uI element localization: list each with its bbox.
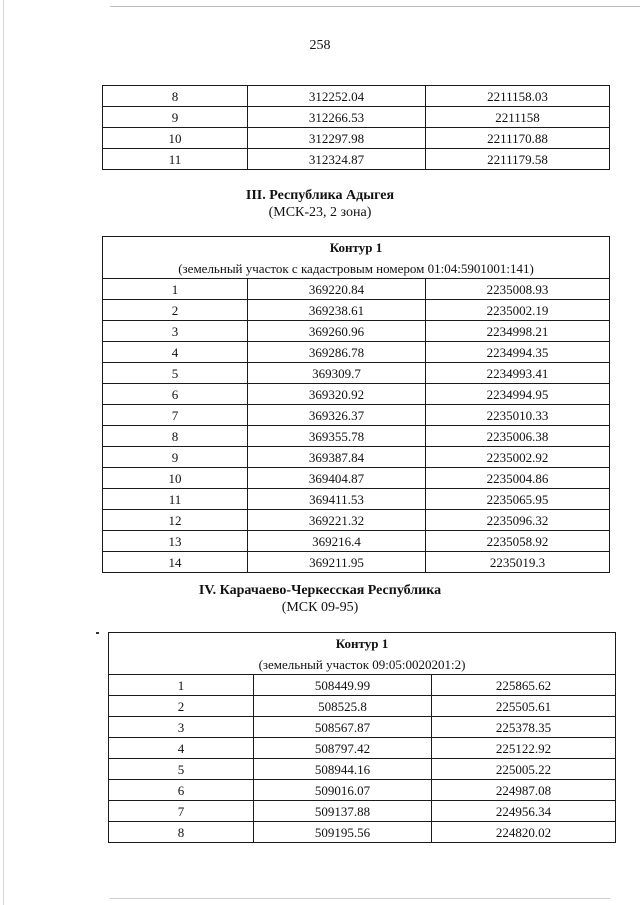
contour-subtitle-row — [103, 258, 610, 279]
point-number-cell: 3 — [109, 717, 254, 738]
table-row — [109, 717, 616, 738]
section-subtitle: (МСК-23, 2 зона) — [268, 205, 372, 220]
y-coordinate-cell: 2235058.92 — [426, 531, 610, 552]
table-row — [103, 363, 610, 384]
y-coordinate-cell: 225505.61 — [432, 696, 616, 717]
x-coordinate-cell: 369238.61 — [248, 300, 426, 321]
table-row — [103, 149, 610, 170]
table-row — [103, 300, 610, 321]
y-coordinate-cell: 2235004.86 — [426, 468, 610, 489]
table-row — [103, 342, 610, 363]
section-heading-adygea — [0, 188, 640, 221]
table-row — [109, 780, 616, 801]
x-coordinate-cell: 508567.87 — [254, 717, 432, 738]
table-row — [103, 426, 610, 447]
y-coordinate-cell: 2234994.35 — [426, 342, 610, 363]
x-coordinate-cell: 508525.8 — [254, 696, 432, 717]
point-number-cell: 9 — [103, 107, 248, 128]
y-coordinate-cell: 2211179.58 — [426, 149, 610, 170]
x-coordinate-cell: 369220.84 — [248, 279, 426, 300]
table-row — [103, 489, 610, 510]
scan-edge-top — [110, 6, 640, 7]
y-coordinate-cell: 224956.34 — [432, 801, 616, 822]
x-coordinate-cell: 509016.07 — [254, 780, 432, 801]
table-body — [103, 237, 610, 573]
x-coordinate-cell: 312266.53 — [248, 107, 426, 128]
contour-title-row — [109, 633, 616, 655]
x-coordinate-cell: 369404.87 — [248, 468, 426, 489]
x-coordinate-cell: 312297.98 — [248, 128, 426, 149]
point-number-cell: 5 — [103, 363, 248, 384]
y-coordinate-cell: 2211158 — [426, 107, 610, 128]
x-coordinate-cell: 509195.56 — [254, 822, 432, 843]
table-row — [103, 405, 610, 426]
contour-subtitle-row — [109, 654, 616, 675]
page-number: 258 — [309, 38, 331, 53]
x-coordinate-cell: 369387.84 — [248, 447, 426, 468]
scan-speck — [96, 632, 99, 634]
coordinates-table-karachay-cherkessia — [108, 632, 616, 843]
point-number-cell: 2 — [109, 696, 254, 717]
y-coordinate-cell: 2235065.95 — [426, 489, 610, 510]
y-coordinate-cell: 2234994.95 — [426, 384, 610, 405]
table-row — [103, 552, 610, 573]
y-coordinate-cell: 2211158.03 — [426, 86, 610, 107]
table-row — [103, 279, 610, 300]
point-number-cell: 12 — [103, 510, 248, 531]
table-body — [103, 86, 610, 170]
point-number-cell: 9 — [103, 447, 248, 468]
y-coordinate-cell: 2235008.93 — [426, 279, 610, 300]
table-row — [103, 86, 610, 107]
table-row — [103, 384, 610, 405]
table-row — [103, 447, 610, 468]
y-coordinate-cell: 2235010.33 — [426, 405, 610, 426]
point-number-cell: 8 — [103, 426, 248, 447]
x-coordinate-cell: 312252.04 — [248, 86, 426, 107]
point-number-cell: 7 — [103, 405, 248, 426]
point-number-cell: 8 — [109, 822, 254, 843]
contour-subtitle: (земельный участок с кадастровым номером 01:04:5901001:141) — [103, 258, 610, 279]
point-number-cell: 11 — [103, 149, 248, 170]
table-row — [109, 696, 616, 717]
point-number-cell: 2 — [103, 300, 248, 321]
point-number-cell: 10 — [103, 128, 248, 149]
point-number-cell: 7 — [109, 801, 254, 822]
x-coordinate-cell: 508449.99 — [254, 675, 432, 696]
y-coordinate-cell: 225865.62 — [432, 675, 616, 696]
y-coordinate-cell: 2235002.92 — [426, 447, 610, 468]
table-body — [109, 633, 616, 843]
y-coordinate-cell: 2235096.32 — [426, 510, 610, 531]
y-coordinate-cell: 2234998.21 — [426, 321, 610, 342]
coordinates-table-adygea — [102, 236, 610, 573]
y-coordinate-cell: 225122.92 — [432, 738, 616, 759]
y-coordinate-cell: 224820.02 — [432, 822, 616, 843]
point-number-cell: 5 — [109, 759, 254, 780]
point-number-cell: 6 — [103, 384, 248, 405]
contour-subtitle: (земельный участок 09:05:0020201:2) — [109, 654, 616, 675]
y-coordinate-cell: 2235019.3 — [426, 552, 610, 573]
table-row — [109, 675, 616, 696]
point-number-cell: 10 — [103, 468, 248, 489]
contour-title: Контур 1 — [109, 633, 616, 655]
section-title: IV. Карачаево-Черкесская Республика — [198, 583, 442, 598]
table-row — [103, 468, 610, 489]
table-row — [103, 107, 610, 128]
x-coordinate-cell: 369355.78 — [248, 426, 426, 447]
point-number-cell: 14 — [103, 552, 248, 573]
x-coordinate-cell: 369211.95 — [248, 552, 426, 573]
point-number-cell: 13 — [103, 531, 248, 552]
table-row — [103, 510, 610, 531]
point-number-cell: 6 — [109, 780, 254, 801]
y-coordinate-cell: 2234993.41 — [426, 363, 610, 384]
x-coordinate-cell: 369411.53 — [248, 489, 426, 510]
section-title: III. Республика Адыгея — [245, 188, 395, 203]
x-coordinate-cell: 369326.37 — [248, 405, 426, 426]
y-coordinate-cell: 2235002.19 — [426, 300, 610, 321]
x-coordinate-cell: 508944.16 — [254, 759, 432, 780]
y-coordinate-cell: 225378.35 — [432, 717, 616, 738]
table-row — [103, 321, 610, 342]
x-coordinate-cell: 369320.92 — [248, 384, 426, 405]
x-coordinate-cell: 369221.32 — [248, 510, 426, 531]
x-coordinate-cell: 508797.42 — [254, 738, 432, 759]
table-row — [109, 801, 616, 822]
point-number-cell: 4 — [109, 738, 254, 759]
y-coordinate-cell: 225005.22 — [432, 759, 616, 780]
scan-edge-bottom — [110, 898, 610, 899]
coordinates-table-continued — [102, 85, 610, 170]
table-row — [109, 822, 616, 843]
x-coordinate-cell: 369216.4 — [248, 531, 426, 552]
point-number-cell: 8 — [103, 86, 248, 107]
table-row — [109, 759, 616, 780]
x-coordinate-cell: 369309.7 — [248, 363, 426, 384]
x-coordinate-cell: 509137.88 — [254, 801, 432, 822]
x-coordinate-cell: 312324.87 — [248, 149, 426, 170]
x-coordinate-cell: 369286.78 — [248, 342, 426, 363]
y-coordinate-cell: 2235006.38 — [426, 426, 610, 447]
y-coordinate-cell: 224987.08 — [432, 780, 616, 801]
point-number-cell: 3 — [103, 321, 248, 342]
x-coordinate-cell: 369260.96 — [248, 321, 426, 342]
point-number-cell: 1 — [103, 279, 248, 300]
contour-title-row — [103, 237, 610, 259]
contour-title: Контур 1 — [103, 237, 610, 259]
section-subtitle: (МСК 09-95) — [281, 600, 359, 615]
scan-edge-left — [3, 0, 4, 905]
table-row — [109, 738, 616, 759]
point-number-cell: 11 — [103, 489, 248, 510]
y-coordinate-cell: 2211170.88 — [426, 128, 610, 149]
table-row — [103, 531, 610, 552]
table-row — [103, 128, 610, 149]
point-number-cell: 1 — [109, 675, 254, 696]
point-number-cell: 4 — [103, 342, 248, 363]
section-heading-karachay-cherkessia — [0, 583, 640, 616]
